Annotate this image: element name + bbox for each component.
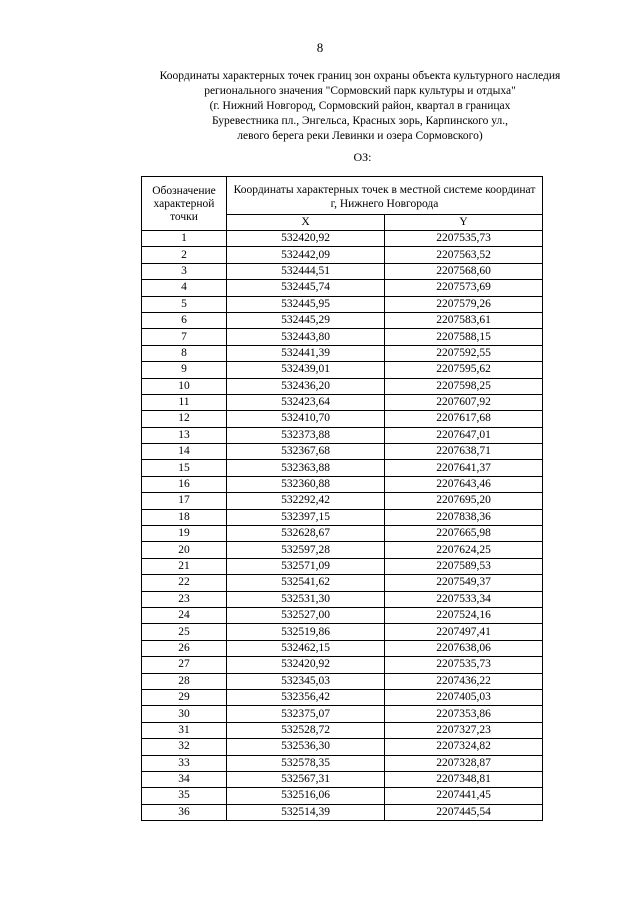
y-coordinate-cell: 2207353,86 (385, 706, 543, 722)
x-coordinate-cell: 532628,67 (227, 526, 385, 542)
x-coordinate-cell: 532397,15 (227, 509, 385, 525)
table-row (142, 771, 543, 787)
table-row (142, 558, 543, 574)
table-row (142, 378, 543, 394)
point-number-cell: 36 (142, 804, 227, 820)
y-coordinate-cell: 2207535,73 (385, 231, 543, 247)
y-coordinate-cell: 2207563,52 (385, 247, 543, 263)
table-row (142, 526, 543, 542)
point-number-cell: 32 (142, 739, 227, 755)
point-number-cell: 17 (142, 493, 227, 509)
table-row (142, 231, 543, 247)
y-coordinate-cell: 2207695,20 (385, 493, 543, 509)
x-coordinate-cell: 532445,95 (227, 296, 385, 312)
y-coordinate-cell: 2207533,34 (385, 591, 543, 607)
table-row (142, 476, 543, 492)
y-coordinate-cell: 2207348,81 (385, 771, 543, 787)
y-coordinate-cell: 2207598,25 (385, 378, 543, 394)
y-coordinate-cell: 2207589,53 (385, 558, 543, 574)
y-coordinate-cell: 2207641,37 (385, 460, 543, 476)
x-coordinate-cell: 532519,86 (227, 624, 385, 640)
table-row (142, 263, 543, 279)
point-number-cell: 14 (142, 444, 227, 460)
table-row (142, 673, 543, 689)
table-row (142, 312, 543, 328)
y-coordinate-cell: 2207617,68 (385, 411, 543, 427)
y-coordinate-cell: 2207595,62 (385, 362, 543, 378)
header-coordinates: Координаты характерных точек в местной системе координат г, Нижнего Новгорода (227, 177, 543, 215)
point-number-cell: 4 (142, 280, 227, 296)
x-coordinate-cell: 532345,03 (227, 673, 385, 689)
table-row (142, 444, 543, 460)
point-number-cell: 16 (142, 476, 227, 492)
point-number-cell: 13 (142, 427, 227, 443)
point-number-cell: 8 (142, 345, 227, 361)
x-coordinate-cell: 532528,72 (227, 722, 385, 738)
heading-line-2: регионального значения "Сормовский парк культуры и отдыха" (204, 85, 516, 97)
y-coordinate-cell: 2207638,06 (385, 640, 543, 656)
table-row (142, 394, 543, 410)
point-number-cell: 5 (142, 296, 227, 312)
table-row (142, 411, 543, 427)
point-number-cell: 34 (142, 771, 227, 787)
point-number-cell: 10 (142, 378, 227, 394)
y-coordinate-cell: 2207573,69 (385, 280, 543, 296)
table-row (142, 755, 543, 771)
point-number-cell: 28 (142, 673, 227, 689)
x-coordinate-cell: 532373,88 (227, 427, 385, 443)
page-number: 8 (316, 40, 324, 55)
x-coordinate-cell: 532442,09 (227, 247, 385, 263)
header-x: X (227, 215, 385, 231)
table-row (142, 509, 543, 525)
table-row (142, 591, 543, 607)
point-number-cell: 27 (142, 657, 227, 673)
x-coordinate-cell: 532516,06 (227, 788, 385, 804)
point-number-cell: 20 (142, 542, 227, 558)
x-coordinate-cell: 532441,39 (227, 345, 385, 361)
y-coordinate-cell: 2207647,01 (385, 427, 543, 443)
x-coordinate-cell: 532541,62 (227, 575, 385, 591)
x-coordinate-cell: 532420,92 (227, 231, 385, 247)
point-number-cell: 12 (142, 411, 227, 427)
x-coordinate-cell: 532527,00 (227, 607, 385, 623)
point-number-cell: 33 (142, 755, 227, 771)
y-coordinate-cell: 2207643,46 (385, 476, 543, 492)
y-coordinate-cell: 2207328,87 (385, 755, 543, 771)
table-row (142, 329, 543, 345)
x-coordinate-cell: 532536,30 (227, 739, 385, 755)
heading-line-1: Координаты характерных точек границ зон охраны объекта культурного наследия (159, 70, 561, 82)
point-number-cell: 19 (142, 526, 227, 542)
x-coordinate-cell: 532360,88 (227, 476, 385, 492)
table-row (142, 624, 543, 640)
x-coordinate-cell: 532514,39 (227, 804, 385, 820)
table-row (142, 296, 543, 312)
point-number-cell: 11 (142, 394, 227, 410)
y-coordinate-cell: 2207441,45 (385, 788, 543, 804)
x-coordinate-cell: 532363,88 (227, 460, 385, 476)
table-row (142, 804, 543, 820)
zone-label: ОЗ: (353, 150, 372, 164)
heading-line-3: (г. Нижний Новгород, Сормовский район, квартал в границах (209, 100, 511, 112)
y-coordinate-cell: 2207579,26 (385, 296, 543, 312)
x-coordinate-cell: 532531,30 (227, 591, 385, 607)
y-coordinate-cell: 2207535,73 (385, 657, 543, 673)
point-number-cell: 9 (142, 362, 227, 378)
point-number-cell: 35 (142, 788, 227, 804)
y-coordinate-cell: 2207524,16 (385, 607, 543, 623)
x-coordinate-cell: 532443,80 (227, 329, 385, 345)
x-coordinate-cell: 532410,70 (227, 411, 385, 427)
table-row (142, 788, 543, 804)
table-row (142, 657, 543, 673)
table-row (142, 493, 543, 509)
point-number-cell: 3 (142, 263, 227, 279)
point-number-cell: 24 (142, 607, 227, 623)
point-number-cell: 31 (142, 722, 227, 738)
point-number-cell: 29 (142, 689, 227, 705)
table-row (142, 345, 543, 361)
table-row (142, 739, 543, 755)
table-row (142, 460, 543, 476)
point-number-cell: 2 (142, 247, 227, 263)
point-number-cell: 26 (142, 640, 227, 656)
table-row (142, 607, 543, 623)
table-row (142, 542, 543, 558)
table-row (142, 722, 543, 738)
x-coordinate-cell: 532597,28 (227, 542, 385, 558)
point-number-cell: 7 (142, 329, 227, 345)
document-heading (100, 69, 620, 144)
header-y: Y (385, 215, 543, 231)
x-coordinate-cell: 532445,74 (227, 280, 385, 296)
y-coordinate-cell: 2207665,98 (385, 526, 543, 542)
point-number-cell: 23 (142, 591, 227, 607)
point-number-cell: 22 (142, 575, 227, 591)
y-coordinate-cell: 2207324,82 (385, 739, 543, 755)
point-number-cell: 1 (142, 231, 227, 247)
y-coordinate-cell: 2207568,60 (385, 263, 543, 279)
x-coordinate-cell: 532567,31 (227, 771, 385, 787)
y-coordinate-cell: 2207607,92 (385, 394, 543, 410)
x-coordinate-cell: 532375,07 (227, 706, 385, 722)
coordinates-table (141, 176, 543, 821)
heading-line-5: левого берега реки Левинки и озера Сормовского) (237, 130, 483, 142)
table-row (142, 575, 543, 591)
y-coordinate-cell: 2207838,36 (385, 509, 543, 525)
point-number-cell: 18 (142, 509, 227, 525)
y-coordinate-cell: 2207497,41 (385, 624, 543, 640)
y-coordinate-cell: 2207549,37 (385, 575, 543, 591)
point-number-cell: 25 (142, 624, 227, 640)
y-coordinate-cell: 2207583,61 (385, 312, 543, 328)
x-coordinate-cell: 532367,68 (227, 444, 385, 460)
table-row (142, 247, 543, 263)
y-coordinate-cell: 2207624,25 (385, 542, 543, 558)
table-row (142, 706, 543, 722)
point-number-cell: 21 (142, 558, 227, 574)
x-coordinate-cell: 532462,15 (227, 640, 385, 656)
x-coordinate-cell: 532445,29 (227, 312, 385, 328)
point-number-cell: 6 (142, 312, 227, 328)
y-coordinate-cell: 2207445,54 (385, 804, 543, 820)
x-coordinate-cell: 532423,64 (227, 394, 385, 410)
x-coordinate-cell: 532420,92 (227, 657, 385, 673)
point-number-cell: 15 (142, 460, 227, 476)
point-number-cell: 30 (142, 706, 227, 722)
y-coordinate-cell: 2207638,71 (385, 444, 543, 460)
x-coordinate-cell: 532578,35 (227, 755, 385, 771)
y-coordinate-cell: 2207405,03 (385, 689, 543, 705)
table-row (142, 427, 543, 443)
table-row (142, 280, 543, 296)
x-coordinate-cell: 532571,09 (227, 558, 385, 574)
x-coordinate-cell: 532436,20 (227, 378, 385, 394)
y-coordinate-cell: 2207588,15 (385, 329, 543, 345)
x-coordinate-cell: 532439,01 (227, 362, 385, 378)
x-coordinate-cell: 532444,51 (227, 263, 385, 279)
header-point: Обозначение характерной точки (142, 177, 227, 231)
y-coordinate-cell: 2207436,22 (385, 673, 543, 689)
y-coordinate-cell: 2207327,23 (385, 722, 543, 738)
x-coordinate-cell: 532356,42 (227, 689, 385, 705)
table-row (142, 689, 543, 705)
table-row (142, 362, 543, 378)
x-coordinate-cell: 532292,42 (227, 493, 385, 509)
coordinates-table-body (142, 231, 543, 821)
y-coordinate-cell: 2207592,55 (385, 345, 543, 361)
table-row (142, 640, 543, 656)
heading-line-4: Буревестника пл., Энгельса, Красных зорь, Карпинского ул., (211, 115, 509, 127)
